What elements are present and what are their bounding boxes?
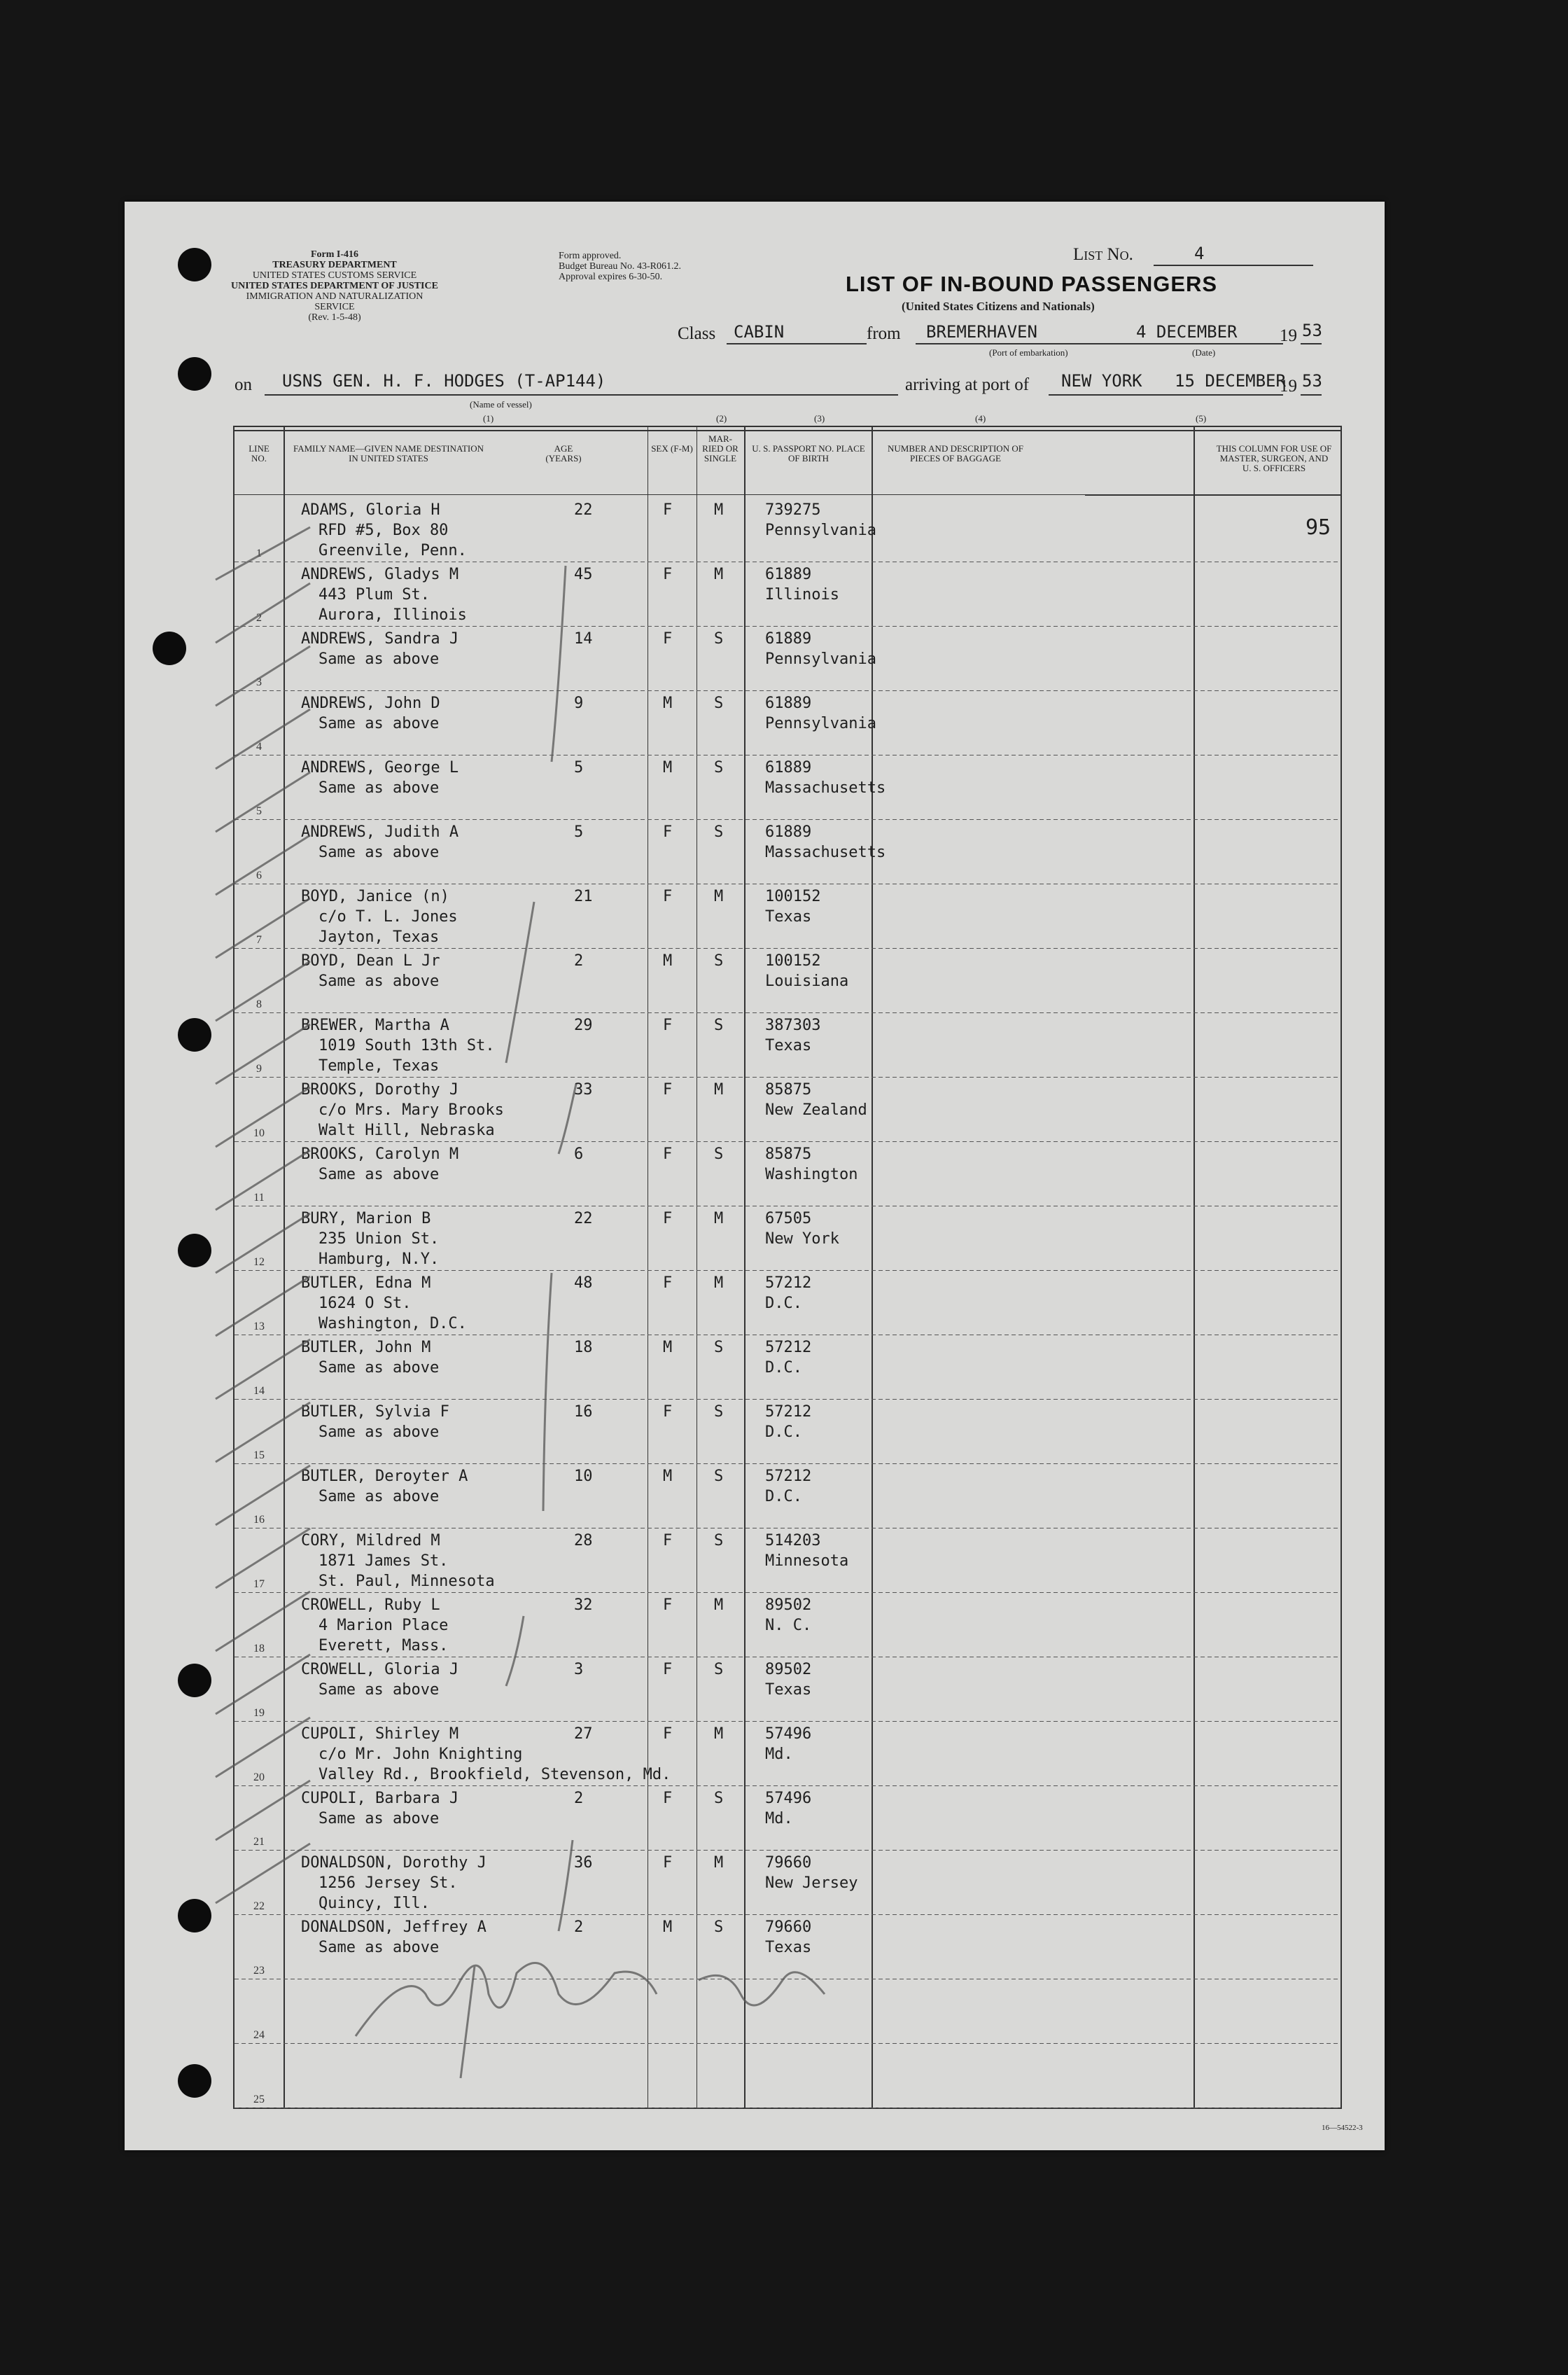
pencil-check	[216, 1592, 310, 1651]
line-number: 17	[253, 1578, 265, 1590]
passenger-passport: 57496	[765, 1725, 812, 1743]
passenger-age: 32	[574, 1596, 593, 1614]
list-no-value: 4	[1194, 244, 1205, 263]
pencil-check	[216, 1087, 310, 1147]
passenger-birthplace: Washington	[765, 1166, 858, 1183]
passenger-marital: M	[714, 888, 724, 905]
passenger-birthplace: N. C.	[765, 1617, 812, 1634]
passenger-passport: 387303	[765, 1017, 821, 1034]
passenger-sex: F	[663, 1725, 673, 1743]
col-number: (4)	[975, 413, 986, 424]
passenger-address-2: Temple, Texas	[318, 1057, 440, 1075]
pencil-signature	[461, 1966, 475, 2078]
col-number: (5)	[1196, 413, 1207, 424]
passenger-marital: M	[714, 1725, 724, 1743]
passenger-name: DONALDSON, Dorothy J	[301, 1854, 486, 1872]
passenger-passport: 89502	[765, 1596, 812, 1614]
passenger-name: CROWELL, Ruby L	[301, 1596, 440, 1614]
pencil-check	[216, 1844, 310, 1903]
passenger-name: ANDREWS, Sandra J	[301, 630, 459, 648]
passenger-address-1: Same as above	[318, 973, 440, 990]
passenger-sex: M	[663, 1339, 673, 1356]
passenger-address-1: Same as above	[318, 844, 440, 861]
pencil-bracket	[506, 902, 534, 1063]
passenger-birthplace: Md.	[765, 1810, 793, 1827]
pencil-check	[216, 1276, 310, 1336]
passenger-address-2: St. Paul, Minnesota	[318, 1573, 495, 1590]
passenger-sex: F	[663, 1017, 673, 1034]
passenger-name: BUTLER, Sylvia F	[301, 1403, 449, 1421]
passenger-marital: S	[714, 630, 724, 648]
passenger-marital: S	[714, 823, 724, 841]
pencil-check	[216, 1528, 310, 1588]
passenger-sex: F	[663, 1403, 673, 1421]
line-number: 11	[253, 1192, 265, 1204]
pencil-check	[216, 835, 310, 895]
passenger-address-2: Aurora, Illinois	[318, 606, 467, 624]
line-number: 12	[253, 1256, 265, 1268]
line-number: 14	[253, 1385, 265, 1397]
passenger-sex: F	[663, 823, 673, 841]
passenger-sex: F	[663, 1596, 673, 1614]
passenger-sex: M	[663, 759, 673, 776]
arrival-year: 53	[1302, 371, 1322, 391]
justice-dept: UNITED STATES DEPARTMENT OF JUSTICE	[231, 281, 438, 291]
pencil-check	[216, 646, 310, 706]
passenger-name: BUTLER, John M	[301, 1339, 431, 1356]
passenger-age: 3	[574, 1661, 584, 1678]
page-title: LIST OF IN-BOUND PASSENGERS	[846, 272, 1218, 296]
passenger-marital: M	[714, 1081, 724, 1099]
passenger-name: BROOKS, Dorothy J	[301, 1081, 459, 1099]
passenger-birthplace: Massachusetts	[765, 779, 886, 797]
passenger-birthplace: Pennsylvania	[765, 522, 876, 539]
pencil-bracket	[559, 1084, 576, 1154]
line-number: 16	[253, 1514, 265, 1526]
line-number: 23	[253, 1965, 265, 1977]
pencil-bracket	[506, 1616, 524, 1686]
passenger-age: 14	[574, 630, 593, 648]
passenger-sex: F	[663, 1081, 673, 1099]
manifest-page	[125, 202, 1385, 2150]
passenger-address-2: Everett, Mass.	[318, 1637, 449, 1655]
port-caption: (Port of embarkation)	[989, 347, 1068, 358]
passenger-address-1: RFD #5, Box 80	[318, 522, 449, 539]
passenger-marital: M	[714, 1596, 724, 1614]
passenger-name: BOYD, Dean L Jr	[301, 952, 440, 970]
header-sex: SEX (F-M)	[651, 443, 693, 454]
pencil-check	[216, 1213, 310, 1273]
passenger-birthplace: Massachusetts	[765, 844, 886, 861]
passenger-birthplace: Pennsylvania	[765, 650, 876, 668]
line-number: 3	[256, 676, 262, 688]
passenger-address-1: Same as above	[318, 1359, 440, 1377]
passenger-birthplace: New York	[765, 1230, 839, 1248]
line-number: 4	[256, 741, 262, 753]
header-age: AGE (YEARS)	[545, 443, 582, 464]
passenger-address-2: Jayton, Texas	[318, 928, 440, 946]
list-no-label: List No.	[1073, 245, 1133, 264]
passenger-birthplace: Md.	[765, 1746, 793, 1763]
passenger-age: 2	[574, 1918, 584, 1936]
passenger-address-2: Washington, D.C.	[318, 1315, 467, 1332]
from-port: BREMERHAVEN	[926, 322, 1037, 342]
line-number: 18	[253, 1643, 265, 1655]
line-number: 24	[253, 2029, 265, 2041]
passenger-name: CROWELL, Gloria J	[301, 1661, 459, 1678]
passenger-birthplace: D.C.	[765, 1295, 802, 1312]
passenger-passport: 79660	[765, 1918, 812, 1936]
passenger-name: BUTLER, Deroyter A	[301, 1468, 468, 1485]
passenger-age: 2	[574, 1790, 584, 1807]
passenger-address-2: Walt Hill, Nebraska	[318, 1122, 495, 1139]
pencil-check	[216, 1402, 310, 1462]
passenger-marital: S	[714, 759, 724, 776]
passenger-address-1: Same as above	[318, 1488, 440, 1505]
passenger-name: CORY, Mildred M	[301, 1532, 440, 1549]
header-baggage: NUMBER AND DESCRIPTION OF PIECES OF BAGGAGE	[888, 443, 1023, 464]
passenger-marital: S	[714, 1790, 724, 1807]
passenger-marital: S	[714, 1918, 724, 1936]
passenger-birthplace: New Zealand	[765, 1101, 867, 1119]
passenger-passport: 739275	[765, 501, 821, 519]
passenger-sex: F	[663, 501, 673, 519]
passenger-passport: 61889	[765, 759, 812, 776]
pencil-check	[216, 1150, 310, 1210]
passenger-passport: 57212	[765, 1403, 812, 1421]
passenger-sex: F	[663, 566, 673, 583]
passenger-birthplace: Minnesota	[765, 1552, 849, 1570]
passenger-passport: 85875	[765, 1081, 812, 1099]
passenger-address-1: 443 Plum St.	[318, 586, 430, 604]
col-number: (3)	[814, 413, 825, 424]
passenger-birthplace: Louisiana	[765, 973, 849, 990]
customs-service: UNITED STATES CUSTOMS SERVICE	[252, 270, 417, 281]
passenger-birthplace: New Jersey	[765, 1874, 858, 1892]
from-label: from	[867, 324, 901, 343]
passenger-name: BURY, Marion B	[301, 1210, 431, 1227]
approval-expires: Approval expires 6-30-50.	[559, 272, 663, 282]
line-number: 13	[253, 1321, 265, 1332]
passenger-address-1: 235 Union St.	[318, 1230, 440, 1248]
passenger-passport: 57212	[765, 1339, 812, 1356]
passenger-birthplace: Texas	[765, 1681, 812, 1699]
form-footer-code: 16—54522-3	[1322, 2124, 1363, 2132]
passenger-marital: S	[714, 1468, 724, 1485]
budget-bureau: Budget Bureau No. 43-R061.2.	[559, 261, 681, 272]
passenger-age: 16	[574, 1403, 593, 1421]
passenger-marital: S	[714, 952, 724, 970]
passenger-sex: F	[663, 888, 673, 905]
pencil-bracket	[559, 1840, 573, 1931]
passenger-passport: 61889	[765, 823, 812, 841]
class-label: Class	[678, 324, 716, 343]
passenger-age: 21	[574, 888, 593, 905]
line-number: 22	[253, 1900, 265, 1912]
pencil-check	[216, 583, 310, 643]
passenger-passport: 100152	[765, 952, 821, 970]
passenger-age: 29	[574, 1017, 593, 1034]
passenger-name: BROOKS, Carolyn M	[301, 1145, 459, 1163]
passenger-name: CUPOLI, Shirley M	[301, 1725, 459, 1743]
passenger-marital: S	[714, 1017, 724, 1034]
pencil-bracket	[552, 566, 566, 762]
passenger-passport: 79660	[765, 1854, 812, 1872]
header-passport: U. S. PASSPORT NO. PLACE OF BIRTH	[752, 443, 865, 464]
passenger-marital: S	[714, 1145, 724, 1163]
line-number: 15	[253, 1449, 265, 1461]
pencil-check	[216, 1024, 310, 1084]
passenger-passport: 57212	[765, 1274, 812, 1292]
passenger-sex: F	[663, 1210, 673, 1227]
passenger-address-2: Valley Rd., Brookfield, Stevenson, Md.	[318, 1766, 671, 1783]
passenger-passport: 61889	[765, 695, 812, 712]
passenger-address-2: Greenvile, Penn.	[318, 542, 467, 559]
passenger-address-1: 4 Marion Place	[318, 1617, 449, 1634]
line-number: 21	[253, 1836, 265, 1848]
passenger-age: 27	[574, 1725, 593, 1743]
passenger-address-1: 1019 South 13th St.	[318, 1037, 495, 1054]
pencil-signature	[699, 1972, 825, 2005]
pencil-check	[216, 709, 310, 769]
passenger-age: 5	[574, 759, 584, 776]
pencil-check	[216, 1339, 310, 1399]
pencil-check	[216, 772, 310, 832]
passenger-birthplace: D.C.	[765, 1359, 802, 1377]
passenger-name: ANDREWS, George L	[301, 759, 459, 776]
from-date: 4 DECEMBER	[1136, 322, 1238, 342]
pencil-check	[216, 1781, 310, 1840]
page-subtitle: (United States Citizens and Nationals)	[902, 300, 1095, 313]
header-line-no: LINE NO.	[248, 443, 270, 464]
line-number: 25	[253, 2094, 265, 2105]
passenger-name: ANDREWS, Judith A	[301, 823, 459, 841]
pencil-bracket	[543, 1273, 552, 1511]
pencil-check	[216, 898, 310, 958]
approval-text: Form approved.	[559, 251, 622, 261]
revision: (Rev. 1-5-48)	[308, 312, 361, 323]
passenger-marital: M	[714, 1854, 724, 1872]
passenger-address-2: Quincy, Ill.	[318, 1895, 430, 1912]
passenger-birthplace: Pennsylvania	[765, 715, 876, 732]
passenger-birthplace: Texas	[765, 908, 812, 926]
from-year: 53	[1302, 321, 1322, 340]
arrival-date: 15 DECEMBER	[1175, 371, 1286, 391]
passenger-birthplace: Texas	[765, 1939, 812, 1956]
passenger-sex: M	[663, 952, 673, 970]
passenger-sex: M	[663, 1918, 673, 1936]
passenger-passport: 67505	[765, 1210, 812, 1227]
passenger-birthplace: Illinois	[765, 586, 839, 604]
passenger-birthplace: D.C.	[765, 1423, 802, 1441]
col-number: (2)	[716, 413, 727, 424]
passenger-sex: F	[663, 1854, 673, 1872]
passenger-name: DONALDSON, Jeffrey A	[301, 1918, 486, 1936]
passenger-address-1: 1256 Jersey St.	[318, 1874, 458, 1892]
passenger-address-1: Same as above	[318, 1681, 440, 1699]
from-year-prefix: 19	[1280, 326, 1297, 345]
col-number: (1)	[483, 413, 494, 424]
pencil-check	[216, 961, 310, 1021]
on-label: on	[234, 375, 252, 394]
passenger-age: 22	[574, 1210, 593, 1227]
passenger-marital: M	[714, 566, 724, 583]
passenger-name: BREWER, Martha A	[301, 1017, 449, 1034]
passenger-name: ANDREWS, Gladys M	[301, 566, 459, 583]
passenger-passport: 61889	[765, 630, 812, 648]
passenger-birthplace: Texas	[765, 1037, 812, 1054]
line-number: 9	[256, 1063, 262, 1075]
passenger-passport: 57212	[765, 1468, 812, 1485]
passenger-age: 45	[574, 566, 593, 583]
passenger-address-1: Same as above	[318, 1810, 440, 1827]
line-number: 10	[253, 1127, 265, 1139]
passenger-age: 2	[574, 952, 584, 970]
passenger-marital: S	[714, 1661, 724, 1678]
passenger-address-1: Same as above	[318, 779, 440, 797]
passenger-marital: M	[714, 501, 724, 519]
passenger-address-2: Hamburg, N.Y.	[318, 1251, 440, 1268]
line-number: 1	[256, 548, 262, 559]
passenger-name: BOYD, Janice (n)	[301, 888, 449, 905]
passenger-name: ADAMS, Gloria H	[301, 501, 440, 519]
passenger-sex: F	[663, 1790, 673, 1807]
passenger-sex: F	[663, 1532, 673, 1549]
form-number: Form I-416	[310, 249, 359, 260]
ins-service: IMMIGRATION AND NATURALIZATION SERVICE	[246, 291, 424, 312]
passenger-name: ANDREWS, John D	[301, 695, 440, 712]
arriving-label: arriving at port of	[905, 375, 1030, 394]
passenger-sex: F	[663, 1274, 673, 1292]
arrival-port: NEW YORK	[1061, 371, 1142, 391]
arrival-year-prefix: 19	[1280, 377, 1297, 396]
passenger-name: BUTLER, Edna M	[301, 1274, 431, 1292]
passenger-age: 6	[574, 1145, 584, 1163]
passenger-address-1: Same as above	[318, 1423, 440, 1441]
line-number: 6	[256, 870, 262, 882]
passenger-address-1: Same as above	[318, 715, 440, 732]
passenger-marital: M	[714, 1210, 724, 1227]
passenger-age: 28	[574, 1532, 593, 1549]
treasury-dept: TREASURY DEPARTMENT	[272, 260, 397, 270]
header-name: FAMILY NAME—GIVEN NAME DESTINATION IN UNITED STATES	[293, 443, 484, 464]
passenger-age: 18	[574, 1339, 593, 1356]
passenger-address-1: Same as above	[318, 650, 440, 668]
passenger-sex: M	[663, 1468, 673, 1485]
passenger-passport: 100152	[765, 888, 821, 905]
passenger-marital: S	[714, 1339, 724, 1356]
passenger-address-1: c/o T. L. Jones	[318, 908, 458, 926]
header-master: THIS COLUMN FOR USE OF MASTER, SURGEON, AND U. S. OFFICERS	[1216, 443, 1332, 473]
passenger-sex: F	[663, 1145, 673, 1163]
class-value: CABIN	[734, 322, 785, 342]
passenger-age: 48	[574, 1274, 593, 1292]
passenger-sex: M	[663, 695, 673, 712]
header-married: MAR-RIED OR SINGLE	[702, 433, 738, 464]
passenger-marital: S	[714, 1532, 724, 1549]
line-number: 5	[256, 805, 262, 817]
passenger-address-1: 1624 O St.	[318, 1295, 412, 1312]
passenger-address-1: Same as above	[318, 1939, 440, 1956]
vessel-caption: (Name of vessel)	[470, 399, 532, 410]
passenger-sex: F	[663, 630, 673, 648]
pencil-check	[216, 527, 310, 580]
line-number: 7	[256, 934, 262, 946]
line-number: 8	[256, 998, 262, 1010]
passenger-birthplace: D.C.	[765, 1488, 802, 1505]
passenger-address-1: c/o Mr. John Knighting	[318, 1746, 523, 1763]
passenger-sex: F	[663, 1661, 673, 1678]
passenger-age: 9	[574, 695, 584, 712]
vessel-name: USNS GEN. H. F. HODGES (T-AP144)	[282, 371, 606, 391]
passenger-age: 5	[574, 823, 584, 841]
pencil-check	[216, 1718, 310, 1777]
pencil-annotations	[125, 202, 1385, 2150]
passenger-age: 36	[574, 1854, 593, 1872]
line-number: 20	[253, 1771, 265, 1783]
passenger-passport: 61889	[765, 566, 812, 583]
passenger-age: 33	[574, 1081, 593, 1099]
line-number: 19	[253, 1707, 265, 1719]
passenger-age: 10	[574, 1468, 593, 1485]
passenger-passport: 89502	[765, 1661, 812, 1678]
passenger-passport: 514203	[765, 1532, 821, 1549]
passenger-address-1: c/o Mrs. Mary Brooks	[318, 1101, 504, 1119]
passenger-marital: M	[714, 1274, 724, 1292]
passenger-address-1: 1871 James St.	[318, 1552, 449, 1570]
passenger-marital: S	[714, 695, 724, 712]
passenger-passport: 57496	[765, 1790, 812, 1807]
line-number: 2	[256, 612, 262, 624]
date-caption: (Date)	[1192, 347, 1216, 358]
passenger-passport: 85875	[765, 1145, 812, 1163]
passenger-age: 22	[574, 501, 593, 519]
master-note-value: 95	[1306, 515, 1331, 540]
passenger-name: CUPOLI, Barbara J	[301, 1790, 459, 1807]
pencil-check	[216, 1465, 310, 1525]
passenger-address-1: Same as above	[318, 1166, 440, 1183]
pencil-check	[216, 1655, 310, 1714]
passenger-marital: S	[714, 1403, 724, 1421]
pencil-signature	[356, 1963, 657, 2036]
